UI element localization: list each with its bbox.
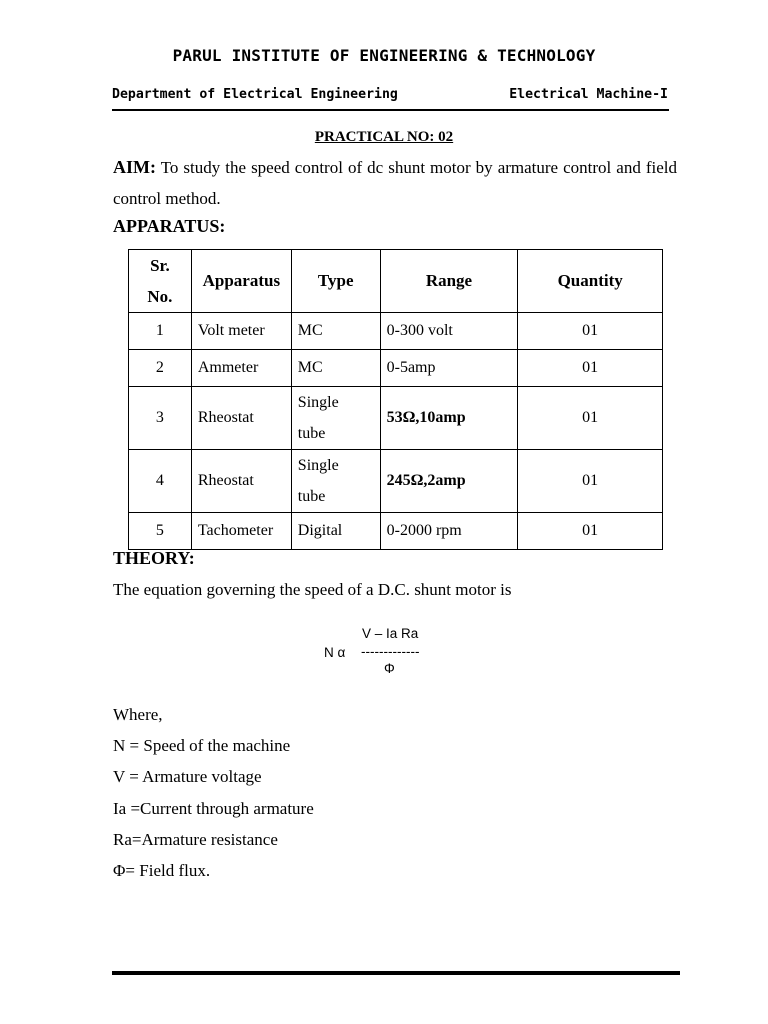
cell-type (291, 450, 380, 513)
cell-range: 0-5amp (380, 350, 518, 387)
cell-quantity: 01 (518, 350, 663, 387)
subheader-rule (112, 109, 669, 111)
apparatus-heading: APPARATUS: (113, 216, 226, 236)
aim-text: To study the speed control of dc shunt motor by armature control and field control method. (113, 158, 677, 208)
col-header-range: Range (380, 250, 518, 313)
table-row (129, 350, 663, 387)
practical-title (0, 129, 768, 146)
practical-title-text: PRACTICAL NO: 02 (314, 129, 454, 145)
col-header-sr-line1: Sr. (150, 256, 170, 275)
cell-range: 0-2000 rpm (380, 513, 518, 550)
cell-type-line1: Single (297, 457, 339, 474)
cell-apparatus: Volt meter (191, 313, 291, 350)
cell-sr: 3 (129, 387, 192, 450)
cell-range: 245Ω,2amp (380, 450, 518, 513)
cell-type-line2: tube (297, 425, 326, 442)
definition-item: V = Armature voltage (113, 767, 262, 786)
where-label: Where, (113, 705, 163, 724)
cell-apparatus: Rheostat (191, 387, 291, 450)
col-header-sr-line2: No. (147, 287, 173, 306)
cell-sr: 5 (129, 513, 192, 550)
col-header-type: Type (291, 250, 380, 313)
department-name: Department of Electrical Engineering (112, 87, 398, 102)
col-header-apparatus: Apparatus (191, 250, 291, 313)
definition-item: Ia =Current through armature (113, 799, 314, 818)
definition-item: Ra=Armature resistance (113, 830, 278, 849)
theory-intro: The equation governing the speed of a D.C. shunt motor is (113, 580, 512, 599)
cell-apparatus: Rheostat (191, 450, 291, 513)
aim-label: AIM: (113, 157, 156, 177)
cell-range: 53Ω,10amp (380, 387, 518, 450)
cell-type-line2: tube (297, 488, 326, 505)
institute-title: PARUL INSTITUTE OF ENGINEERING & TECHNOLOGY (172, 46, 596, 65)
cell-sr: 1 (129, 313, 192, 350)
col-header-quantity: Quantity (518, 250, 663, 313)
cell-range: 0-300 volt (380, 313, 518, 350)
table-row (129, 387, 663, 450)
cell-apparatus: Tachometer (191, 513, 291, 550)
equation-numerator: V – Ia Ra (362, 626, 419, 641)
cell-quantity: 01 (518, 450, 663, 513)
aim-paragraph (113, 152, 677, 214)
theory-heading: THEORY: (113, 548, 195, 568)
cell-sr: 2 (129, 350, 192, 387)
equation-fraction-bar: ------------- (361, 644, 420, 659)
table-row (129, 313, 663, 350)
subheader (112, 87, 668, 107)
cell-quantity: 01 (518, 513, 663, 550)
definition-item: N = Speed of the machine (113, 736, 291, 755)
cell-type: Digital (291, 513, 380, 550)
cell-apparatus: Ammeter (191, 350, 291, 387)
cell-type-line1: Single (297, 394, 339, 411)
course-name: Electrical Machine-I (509, 87, 668, 102)
apparatus-table (128, 249, 663, 550)
table-row (129, 450, 663, 513)
cell-sr: 4 (129, 450, 192, 513)
table-row (129, 513, 663, 550)
cell-type: MC (291, 313, 380, 350)
cell-type (291, 387, 380, 450)
equation-lhs: N α (324, 645, 346, 660)
definition-item: Φ= Field flux. (113, 861, 211, 880)
cell-type: MC (291, 350, 380, 387)
cell-quantity: 01 (518, 387, 663, 450)
col-header-sr (129, 250, 192, 313)
table-header-row (129, 250, 663, 313)
footer-rule (112, 971, 680, 975)
equation-denominator: Φ (384, 661, 395, 676)
cell-quantity: 01 (518, 313, 663, 350)
